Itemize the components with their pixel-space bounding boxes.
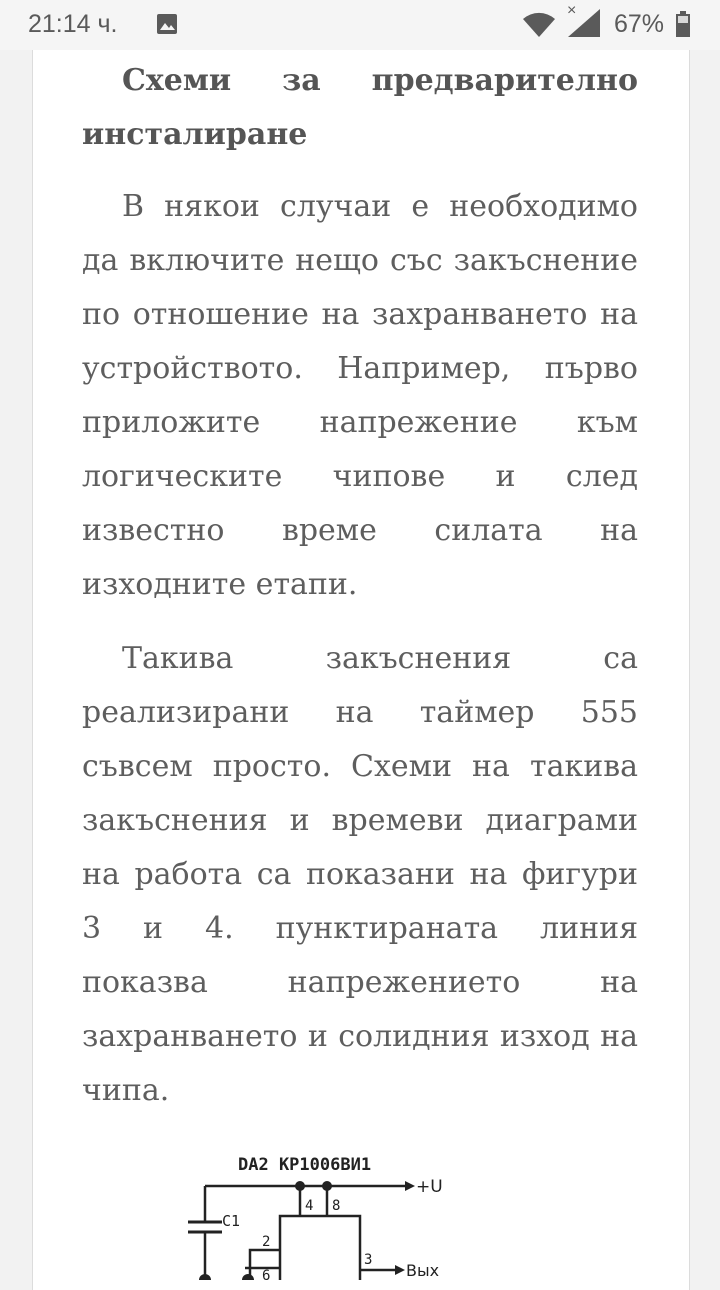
battery-icon <box>676 11 690 37</box>
pin-2-label: 2 <box>262 1234 271 1250</box>
article-paragraph-1: В някои случаи е необходимо да включите нещо със закъснение по отношение на захранването на устройството. Например, първо приложите напрежение към логическите чипове и след известно време силата на изходните етапи. <box>82 189 638 602</box>
article-content <box>82 54 638 1138</box>
output-label: Вых <box>406 1261 440 1280</box>
wifi-icon <box>522 12 556 38</box>
circuit-diagram <box>150 1140 450 1280</box>
pin-8-label: 8 <box>332 1198 341 1214</box>
capacitor-label: C1 <box>222 1212 241 1230</box>
signal-icon <box>566 8 602 38</box>
chip-label: DA2 КР1006ВИ1 <box>238 1155 372 1175</box>
supply-label: +U <box>416 1177 443 1197</box>
no-data-icon: × <box>567 2 577 19</box>
status-time: 21:14 ч. <box>28 10 118 38</box>
article-heading: Схеми за предварително инсталиране <box>82 63 638 152</box>
pin-3-label: 3 <box>364 1252 373 1268</box>
image-icon <box>156 13 178 35</box>
status-bar <box>0 0 720 50</box>
article-paragraph-2: Такива закъснения са реализирани на таймер 555 съвсем просто. Схеми на такива закъснения и времеви диаграми на работа са показани на фигури 3 и 4. пунктираната линия показва напрежението на захранването и солидния изход на чипа. <box>82 641 638 1108</box>
pin-6-label: 6 <box>262 1268 271 1280</box>
pin-4-label: 4 <box>305 1198 314 1214</box>
battery-percent: 67% <box>614 10 665 38</box>
